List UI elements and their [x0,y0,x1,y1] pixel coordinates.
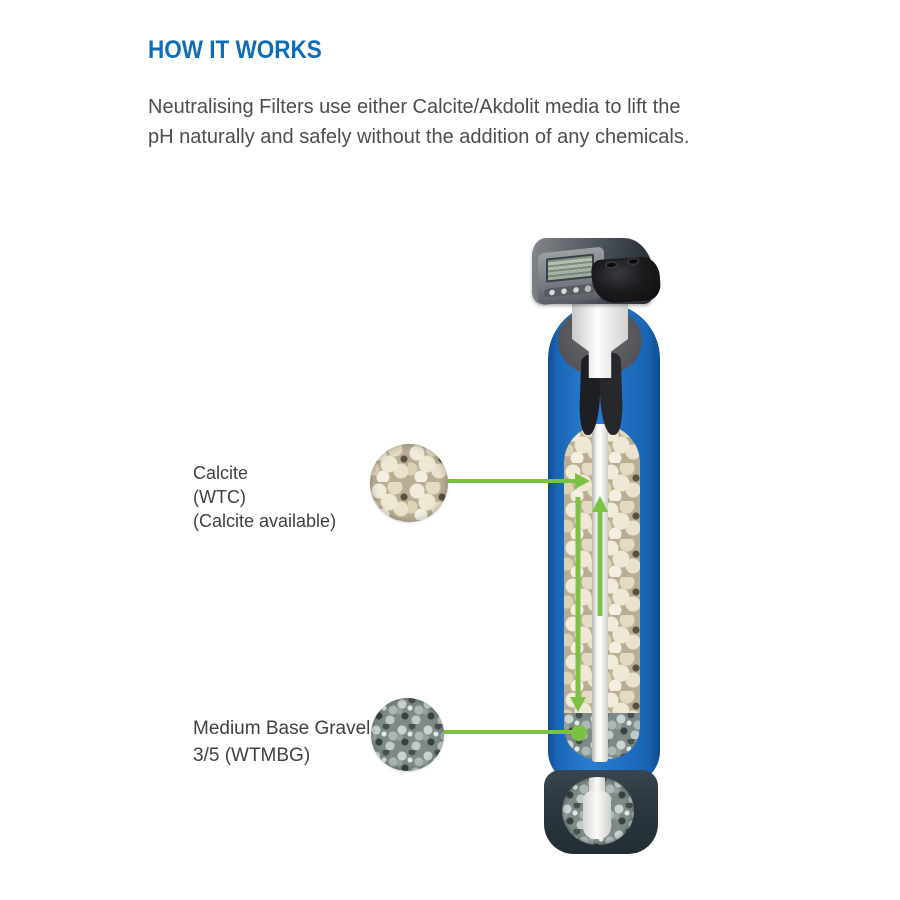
tank-base [544,770,658,854]
calcite-sample-swatch [370,444,448,522]
gravel-label-line: 3/5 (WTMBG) [193,745,311,766]
control-valve-head [530,234,664,310]
riser-tube [592,424,608,762]
valve-button-row [544,283,596,297]
gravel-sample-swatch [371,698,444,771]
calcite-label-line: (Calcite available) [193,511,337,531]
valve-lcd-display [546,254,594,283]
page-title: HOW IT WORKS [148,36,322,64]
valve-port-icon [605,261,619,270]
gravel-label-line: Medium Base Gravel [193,718,371,739]
calcite-callout-label [193,461,336,533]
base-gravel-window [562,777,634,845]
gravel-callout-label [193,715,370,769]
valve-manifold [591,256,662,305]
distributor-basket [583,791,611,839]
calcite-label-line: Calcite [193,463,249,483]
calcite-label-line: (WTC) [193,487,246,507]
valve-port-icon [626,257,640,266]
intro-line-1: Neutralising Filters use either Calcite/Akdolit media to lift the [148,96,681,118]
intro-line-2: pH naturally and safely without the addition of any chemicals. [148,126,690,148]
